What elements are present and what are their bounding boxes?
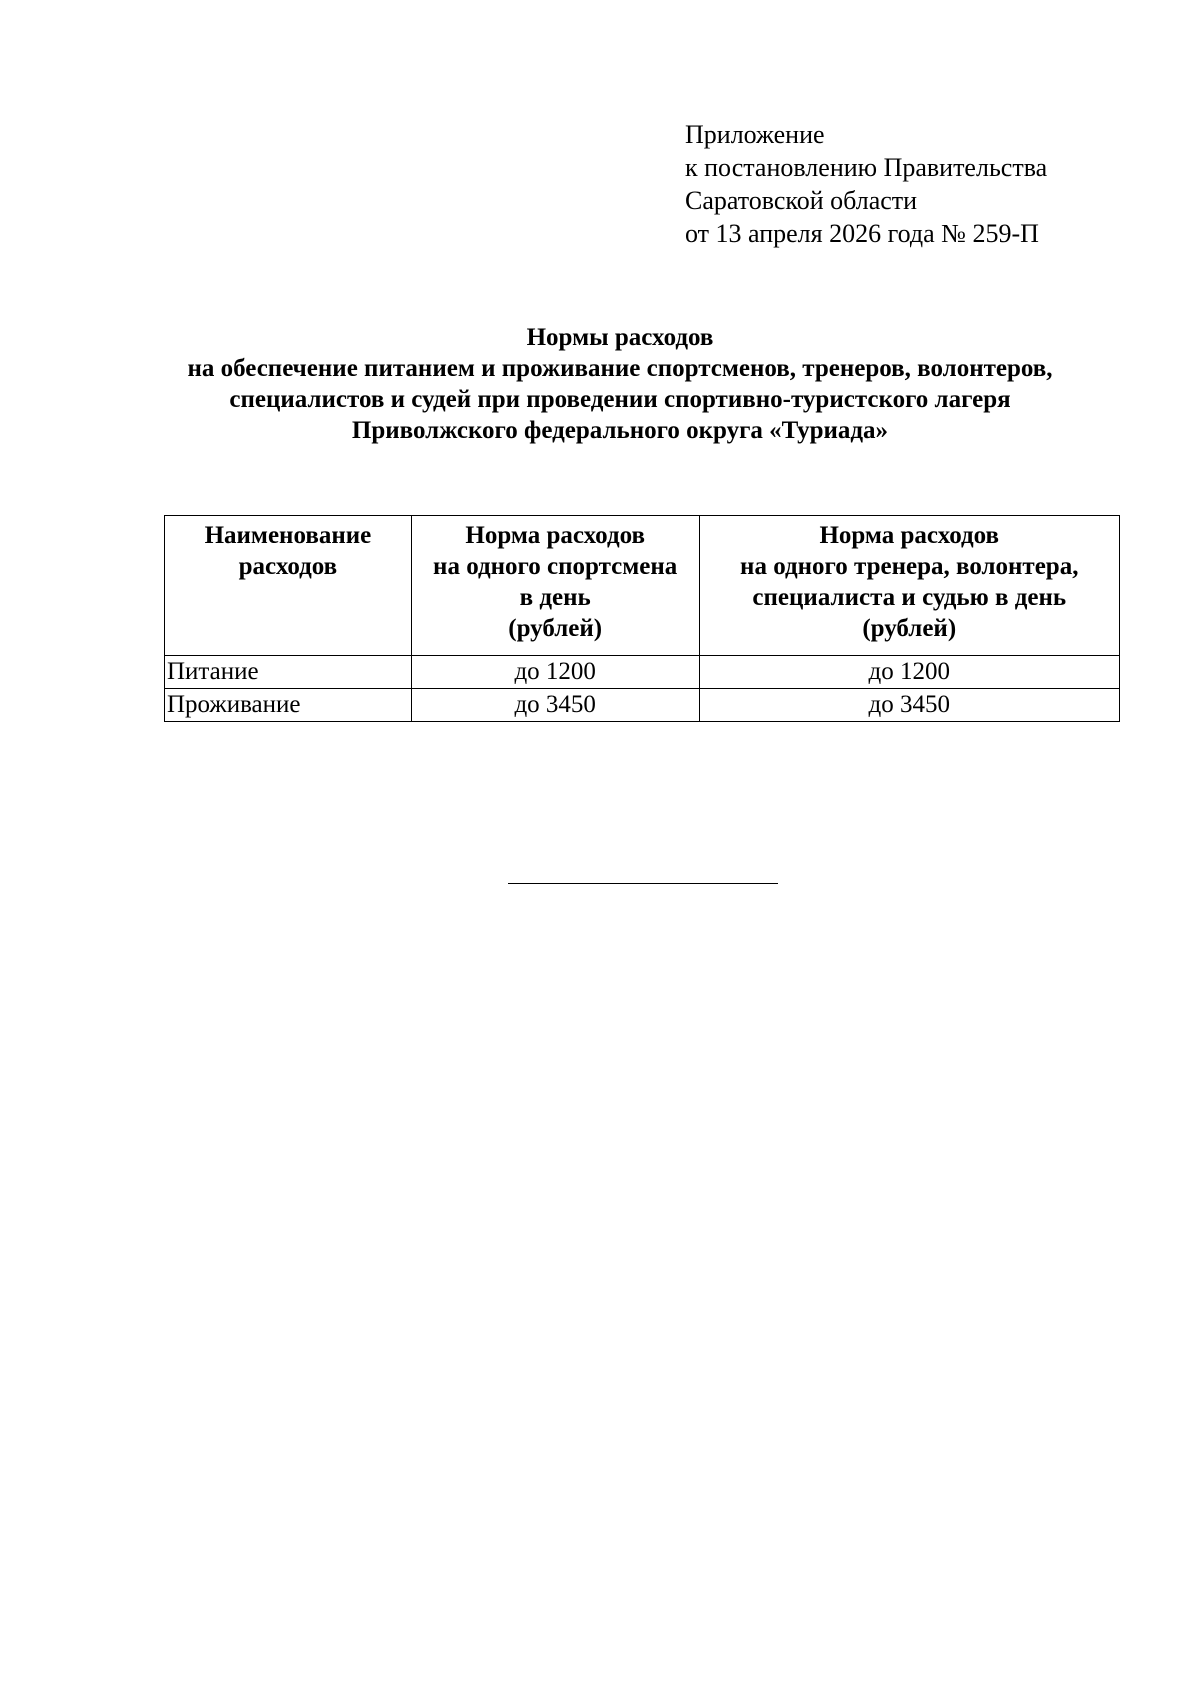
title-line: Приволжского федерального округа «Туриада»: [351, 417, 889, 444]
title-line: Нормы расходов: [526, 324, 714, 351]
appendix-block: [685, 118, 1047, 250]
closing-divider: [508, 883, 778, 884]
expense-name-cell: Питание: [165, 656, 412, 689]
title-line: специалистов и судей при проведении спортивно-туристского лагеря: [229, 386, 1011, 413]
header-staff-norm: Норма расходов на одного тренера, волонтера, специалиста и судью в день (рублей): [699, 516, 1119, 656]
appendix-line: Саратовской области: [685, 186, 918, 215]
table-row: [165, 689, 1120, 722]
expense-name-cell: Проживание: [165, 689, 412, 722]
staff-norm-cell: до 3450: [699, 689, 1119, 722]
appendix-line: к постановлению Правительства: [685, 153, 1048, 182]
appendix-line: Приложение: [685, 120, 825, 149]
document-title: [120, 322, 1120, 446]
table-header-row: [165, 516, 1120, 656]
header-athlete-norm: Норма расходов на одного спортсмена в день (рублей): [411, 516, 699, 656]
norms-table: [164, 515, 1120, 722]
athlete-norm-cell: до 3450: [411, 689, 699, 722]
appendix-line: от 13 апреля 2026 года № 259-П: [685, 219, 1039, 248]
title-line: на обеспечение питанием и проживание спортсменов, тренеров, волонтеров,: [187, 355, 1053, 382]
table-row: [165, 656, 1120, 689]
staff-norm-cell: до 1200: [699, 656, 1119, 689]
athlete-norm-cell: до 1200: [411, 656, 699, 689]
header-expense-name: Наименование расходов: [165, 516, 412, 656]
